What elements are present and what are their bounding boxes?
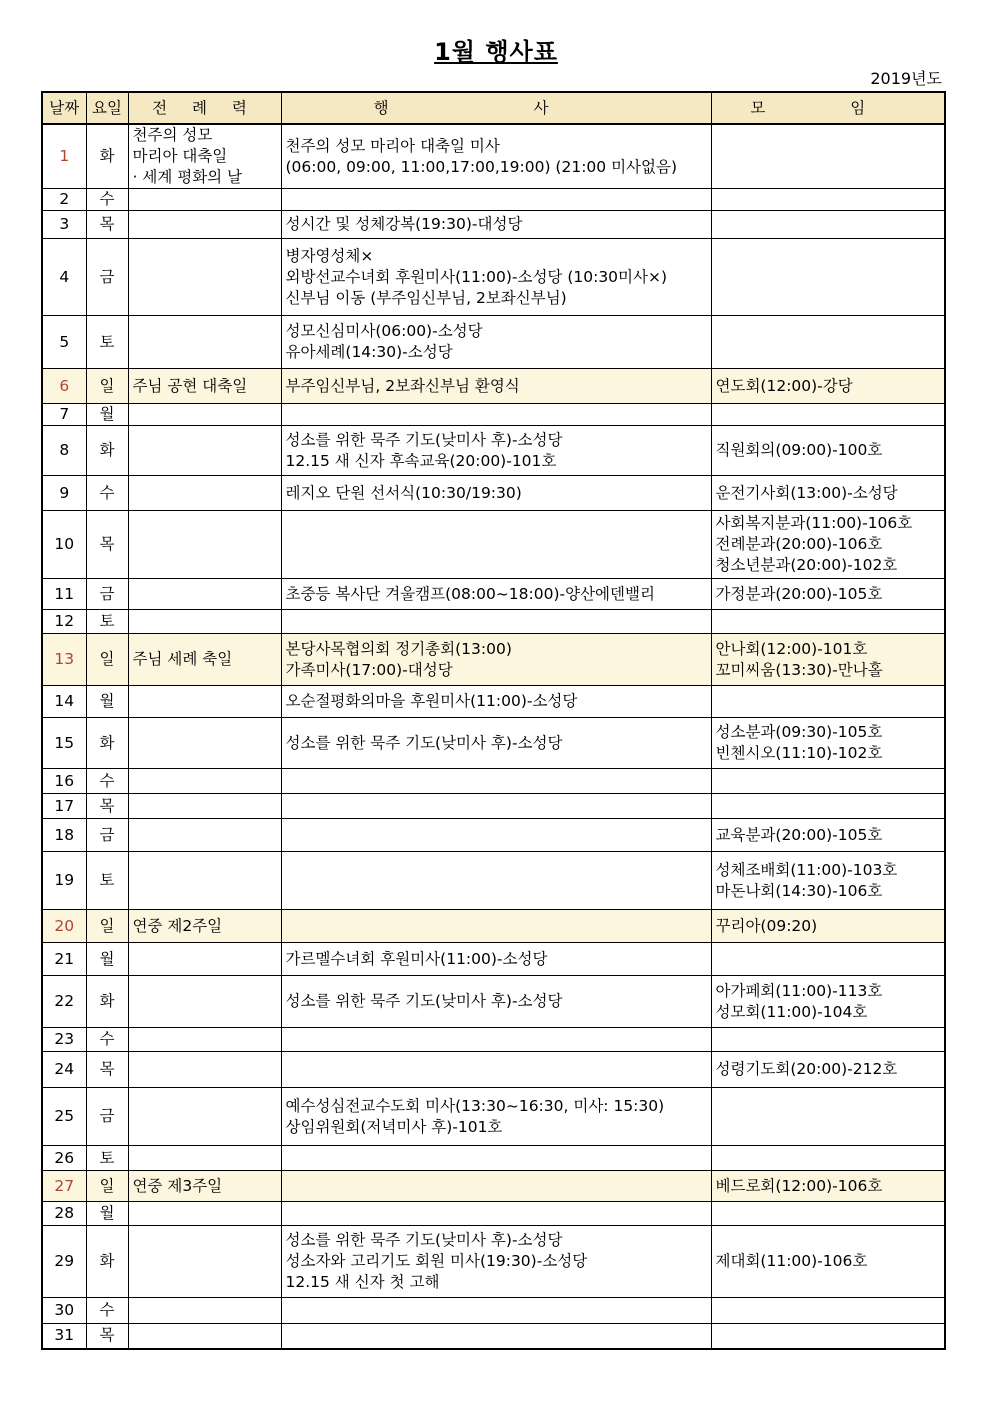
liturgy-cell: [128, 1028, 281, 1052]
events-cell: [281, 1298, 711, 1324]
meeting-line: 직원회의(09:00)-100호: [715, 441, 883, 459]
meeting-line: 가정분과(20:00)-105호: [715, 584, 883, 603]
events-cell: [281, 124, 711, 189]
meetings-cell: [711, 976, 945, 1028]
events-cell: [281, 794, 711, 819]
meetings-cell: [711, 769, 945, 794]
table-header-row: [42, 92, 945, 124]
meetings-cell: [711, 124, 945, 189]
events-cell: [281, 476, 711, 511]
liturgy-cell: [128, 1171, 281, 1202]
events-cell: [281, 686, 711, 718]
event-line: 본당사목협의회 정기총회(13:00): [285, 639, 512, 658]
table-row: [42, 404, 945, 426]
year-label: 2019년도: [870, 69, 942, 88]
events-cell: [281, 910, 711, 943]
liturgy-cell: [128, 1226, 281, 1298]
day-cell: 일: [86, 634, 128, 686]
liturgy-line: 연중 제2주일: [132, 916, 223, 935]
date-cell: 4: [42, 239, 86, 316]
day-cell: 목: [86, 511, 128, 579]
date-cell: 21: [42, 943, 86, 976]
meeting-line: 꼬미씨움(13:30)-만나홀: [715, 660, 883, 679]
meeting-line: 성체조배회(11:00)-103호: [715, 860, 898, 879]
event-line: 오순절평화의마을 후원미사(11:00)-소성당: [285, 692, 578, 710]
table-row: [42, 1052, 945, 1088]
date-cell: 3: [42, 211, 86, 239]
schedule-table: [41, 91, 946, 1350]
event-line: 천주의 성모 마리아 대축일 미사: [285, 136, 500, 155]
events-cell: [281, 1052, 711, 1088]
event-line: 상임위원회(저녁미사 후)-101호: [285, 1117, 503, 1136]
events-cell: [281, 819, 711, 852]
table-row: [42, 1028, 945, 1052]
day-cell: 금: [86, 239, 128, 316]
date-cell: 19: [42, 852, 86, 910]
date-cell: 2: [42, 189, 86, 211]
liturgy-cell: [128, 316, 281, 369]
events-cell: [281, 316, 711, 369]
page-title: 1월 행사표: [434, 38, 558, 66]
liturgy-cell: [128, 852, 281, 910]
meeting-line: 청소년분과(20:00)-102호: [715, 556, 898, 574]
liturgy-cell: [128, 718, 281, 769]
table-row: [42, 511, 945, 579]
liturgy-cell: [128, 794, 281, 819]
date-cell: 9: [42, 476, 86, 511]
events-cell: [281, 511, 711, 579]
events-cell: [281, 634, 711, 686]
meeting-line: 제대회(11:00)-106호: [715, 1252, 868, 1270]
day-cell: 화: [86, 976, 128, 1028]
date-cell: 15: [42, 718, 86, 769]
liturgy-cell: [128, 1052, 281, 1088]
meetings-cell: [711, 686, 945, 718]
event-line: 성소를 위한 묵주 기도(낮미사 후)-소성당: [285, 1231, 563, 1249]
day-cell: 일: [86, 1171, 128, 1202]
date-cell: 24: [42, 1052, 86, 1088]
liturgy-cell: [128, 369, 281, 404]
events-cell: [281, 976, 711, 1028]
liturgy-cell: [128, 239, 281, 316]
page-title-wrap: [0, 32, 992, 67]
meeting-line: 연도회(12:00)-강당: [715, 376, 853, 395]
date-cell: 30: [42, 1298, 86, 1324]
day-cell: 월: [86, 1202, 128, 1226]
table-row: [42, 189, 945, 211]
liturgy-cell: [128, 579, 281, 610]
day-cell: 금: [86, 579, 128, 610]
meetings-cell: [711, 426, 945, 476]
date-cell: 16: [42, 769, 86, 794]
liturgy-cell: [128, 404, 281, 426]
liturgy-line: 마리아 대축일: [132, 147, 228, 165]
events-cell: [281, 426, 711, 476]
liturgy-cell: [128, 910, 281, 943]
day-cell: 일: [86, 369, 128, 404]
table-row: [42, 369, 945, 404]
events-cell: [281, 1324, 711, 1349]
table-row: [42, 426, 945, 476]
date-cell: 27: [42, 1171, 86, 1202]
events-cell: [281, 1088, 711, 1146]
table-row: [42, 976, 945, 1028]
liturgy-cell: [128, 769, 281, 794]
liturgy-cell: [128, 211, 281, 239]
date-cell: 26: [42, 1146, 86, 1171]
meetings-cell: [711, 852, 945, 910]
table-row: [42, 1171, 945, 1202]
day-cell: 월: [86, 686, 128, 718]
event-line: 성시간 및 성체강복(19:30)-대성당: [285, 215, 523, 233]
liturgy-line: 주님 세례 축일: [132, 650, 233, 668]
table-row: [42, 852, 945, 910]
liturgy-line: 천주의 성모: [132, 126, 213, 144]
date-cell: 7: [42, 404, 86, 426]
liturgy-line: 연중 제3주일: [132, 1176, 223, 1195]
date-cell: 17: [42, 794, 86, 819]
table-row: [42, 476, 945, 511]
event-line: 성소자와 고리기도 회원 미사(19:30)-소성당: [285, 1252, 588, 1270]
event-line: (06:00, 09:00, 11:00,17:00,19:00) (21:00 미사없음): [285, 157, 678, 176]
date-cell: 28: [42, 1202, 86, 1226]
meeting-line: 성모회(11:00)-104호: [715, 1002, 868, 1021]
date-cell: 1: [42, 124, 86, 189]
day-cell: 수: [86, 1028, 128, 1052]
date-cell: 10: [42, 511, 86, 579]
event-line: 레지오 단원 선서식(10:30/19:30): [285, 483, 522, 502]
liturgy-cell: [128, 124, 281, 189]
meetings-cell: [711, 511, 945, 579]
table-row: [42, 124, 945, 189]
table-row: [42, 239, 945, 316]
table-row: [42, 1088, 945, 1146]
meeting-line: 교육분과(20:00)-105호: [715, 825, 883, 844]
event-line: 성소를 위한 묵주 기도(낮미사 후)-소성당: [285, 992, 563, 1010]
date-cell: 12: [42, 610, 86, 634]
table-row: [42, 316, 945, 369]
date-cell: 6: [42, 369, 86, 404]
day-cell: 금: [86, 819, 128, 852]
meeting-line: 안나회(12:00)-101호: [715, 639, 868, 658]
meetings-cell: [711, 943, 945, 976]
liturgy-cell: [128, 1202, 281, 1226]
header-date: 날짜: [42, 92, 86, 124]
table-row: [42, 1226, 945, 1298]
liturgy-cell: [128, 634, 281, 686]
date-cell: 20: [42, 910, 86, 943]
day-cell: 금: [86, 1088, 128, 1146]
meetings-cell: [711, 1052, 945, 1088]
date-cell: 31: [42, 1324, 86, 1349]
liturgy-cell: [128, 976, 281, 1028]
day-cell: 목: [86, 1324, 128, 1349]
liturgy-cell: [128, 1146, 281, 1171]
day-cell: 목: [86, 211, 128, 239]
event-line: 유아세례(14:30)-소성당: [285, 343, 453, 361]
day-cell: 목: [86, 794, 128, 819]
table-row: [42, 579, 945, 610]
event-line: 성모신심미사(06:00)-소성당: [285, 322, 483, 340]
table-row: [42, 610, 945, 634]
day-cell: 화: [86, 1226, 128, 1298]
date-cell: 8: [42, 426, 86, 476]
liturgy-cell: [128, 610, 281, 634]
meetings-cell: [711, 211, 945, 239]
meeting-line: 빈첸시오(11:10)-102호: [715, 744, 883, 762]
events-cell: [281, 610, 711, 634]
event-line: 가르멜수녀회 후원미사(11:00)-소성당: [285, 949, 548, 968]
events-cell: [281, 1028, 711, 1052]
day-cell: 토: [86, 316, 128, 369]
table-row: [42, 1202, 945, 1226]
liturgy-cell: [128, 1088, 281, 1146]
table-row: [42, 794, 945, 819]
day-cell: 월: [86, 404, 128, 426]
liturgy-cell: [128, 1324, 281, 1349]
meeting-line: 사회복지분과(11:00)-106호: [715, 514, 913, 532]
event-line: 초중등 복사단 겨울캠프(08:00~18:00)-양산에덴밸리: [285, 584, 655, 603]
table-body: [42, 124, 945, 1349]
date-cell: 25: [42, 1088, 86, 1146]
meetings-cell: [711, 1088, 945, 1146]
liturgy-cell: [128, 511, 281, 579]
meeting-line: 성소분과(09:30)-105호: [715, 723, 883, 741]
table-row: [42, 819, 945, 852]
event-line: 외방선교수녀회 후원미사(11:00)-소성당 (10:30미사×): [285, 267, 668, 286]
liturgy-cell: [128, 819, 281, 852]
meeting-line: 성령기도회(20:00)-212호: [715, 1060, 898, 1078]
meetings-cell: [711, 910, 945, 943]
meetings-cell: [711, 794, 945, 819]
event-line: 12.15 새 신자 첫 고해: [285, 1273, 440, 1291]
liturgy-cell: [128, 686, 281, 718]
table-row: [42, 769, 945, 794]
events-cell: [281, 1202, 711, 1226]
day-cell: 토: [86, 852, 128, 910]
events-cell: [281, 852, 711, 910]
meetings-cell: [711, 316, 945, 369]
events-cell: [281, 404, 711, 426]
date-cell: 14: [42, 686, 86, 718]
meetings-cell: [711, 1324, 945, 1349]
header-day: 요일: [86, 92, 128, 124]
event-line: 예수성심전교수도회 미사(13:30~16:30, 미사: 15:30): [285, 1096, 665, 1115]
events-cell: [281, 579, 711, 610]
day-cell: 월: [86, 943, 128, 976]
day-cell: 수: [86, 189, 128, 211]
meetings-cell: [711, 369, 945, 404]
liturgy-cell: [128, 476, 281, 511]
day-cell: 화: [86, 426, 128, 476]
table-row: [42, 943, 945, 976]
date-cell: 13: [42, 634, 86, 686]
meeting-line: 전례분과(20:00)-106호: [715, 535, 883, 553]
meetings-cell: [711, 1146, 945, 1171]
table-row: [42, 1146, 945, 1171]
date-cell: 18: [42, 819, 86, 852]
day-cell: 토: [86, 610, 128, 634]
event-line: 12.15 새 신자 후속교육(20:00)-101호: [285, 451, 557, 470]
liturgy-line: 주님 공현 대축일: [132, 376, 248, 395]
events-cell: [281, 943, 711, 976]
table-row: [42, 1324, 945, 1349]
meetings-cell: [711, 634, 945, 686]
header-liturgy: 전 례 력: [128, 92, 281, 124]
liturgy-cell: [128, 1298, 281, 1324]
meetings-cell: [711, 579, 945, 610]
header-events: 행 사: [281, 92, 711, 124]
day-cell: 일: [86, 910, 128, 943]
meeting-line: 베드로회(12:00)-106호: [715, 1176, 883, 1195]
header-meetings: 모 임: [711, 92, 945, 124]
meetings-cell: [711, 1028, 945, 1052]
day-cell: 토: [86, 1146, 128, 1171]
date-cell: 5: [42, 316, 86, 369]
table-row: [42, 1298, 945, 1324]
event-line: 성소를 위한 묵주 기도(낮미사 후)-소성당: [285, 733, 563, 752]
meeting-line: 운전기사회(13:00)-소성당: [715, 483, 898, 502]
liturgy-line: · 세계 평화의 날: [132, 168, 243, 186]
day-cell: 수: [86, 476, 128, 511]
table-row: [42, 211, 945, 239]
events-cell: [281, 369, 711, 404]
meetings-cell: [711, 1226, 945, 1298]
events-cell: [281, 189, 711, 211]
events-cell: [281, 211, 711, 239]
liturgy-cell: [128, 943, 281, 976]
meetings-cell: [711, 610, 945, 634]
event-line: 성소를 위한 묵주 기도(낮미사 후)-소성당: [285, 430, 563, 449]
event-line: 가족미사(17:00)-대성당: [285, 660, 453, 679]
event-line: 병자영성체×: [285, 246, 374, 265]
meeting-line: 아가페회(11:00)-113호: [715, 981, 883, 1000]
events-cell: [281, 1171, 711, 1202]
day-cell: 화: [86, 718, 128, 769]
events-cell: [281, 769, 711, 794]
meetings-cell: [711, 404, 945, 426]
day-cell: 수: [86, 1298, 128, 1324]
events-cell: [281, 1146, 711, 1171]
events-cell: [281, 239, 711, 316]
day-cell: 수: [86, 769, 128, 794]
liturgy-cell: [128, 426, 281, 476]
table-row: [42, 910, 945, 943]
meetings-cell: [711, 189, 945, 211]
day-cell: 화: [86, 124, 128, 189]
liturgy-cell: [128, 189, 281, 211]
meetings-cell: [711, 239, 945, 316]
meetings-cell: [711, 476, 945, 511]
date-cell: 11: [42, 579, 86, 610]
meetings-cell: [711, 1202, 945, 1226]
meetings-cell: [711, 718, 945, 769]
event-line: 신부님 이동 (부주임신부님, 2보좌신부님): [285, 288, 567, 307]
date-cell: 22: [42, 976, 86, 1028]
events-cell: [281, 718, 711, 769]
table-row: [42, 634, 945, 686]
day-cell: 목: [86, 1052, 128, 1088]
meetings-cell: [711, 1298, 945, 1324]
meeting-line: 꾸리아(09:20): [715, 916, 818, 935]
date-cell: 29: [42, 1226, 86, 1298]
event-line: 부주임신부님, 2보좌신부님 환영식: [285, 376, 520, 395]
meetings-cell: [711, 1171, 945, 1202]
events-cell: [281, 1226, 711, 1298]
table-row: [42, 686, 945, 718]
meetings-cell: [711, 819, 945, 852]
meeting-line: 마돈나회(14:30)-106호: [715, 881, 883, 900]
date-cell: 23: [42, 1028, 86, 1052]
table-row: [42, 718, 945, 769]
